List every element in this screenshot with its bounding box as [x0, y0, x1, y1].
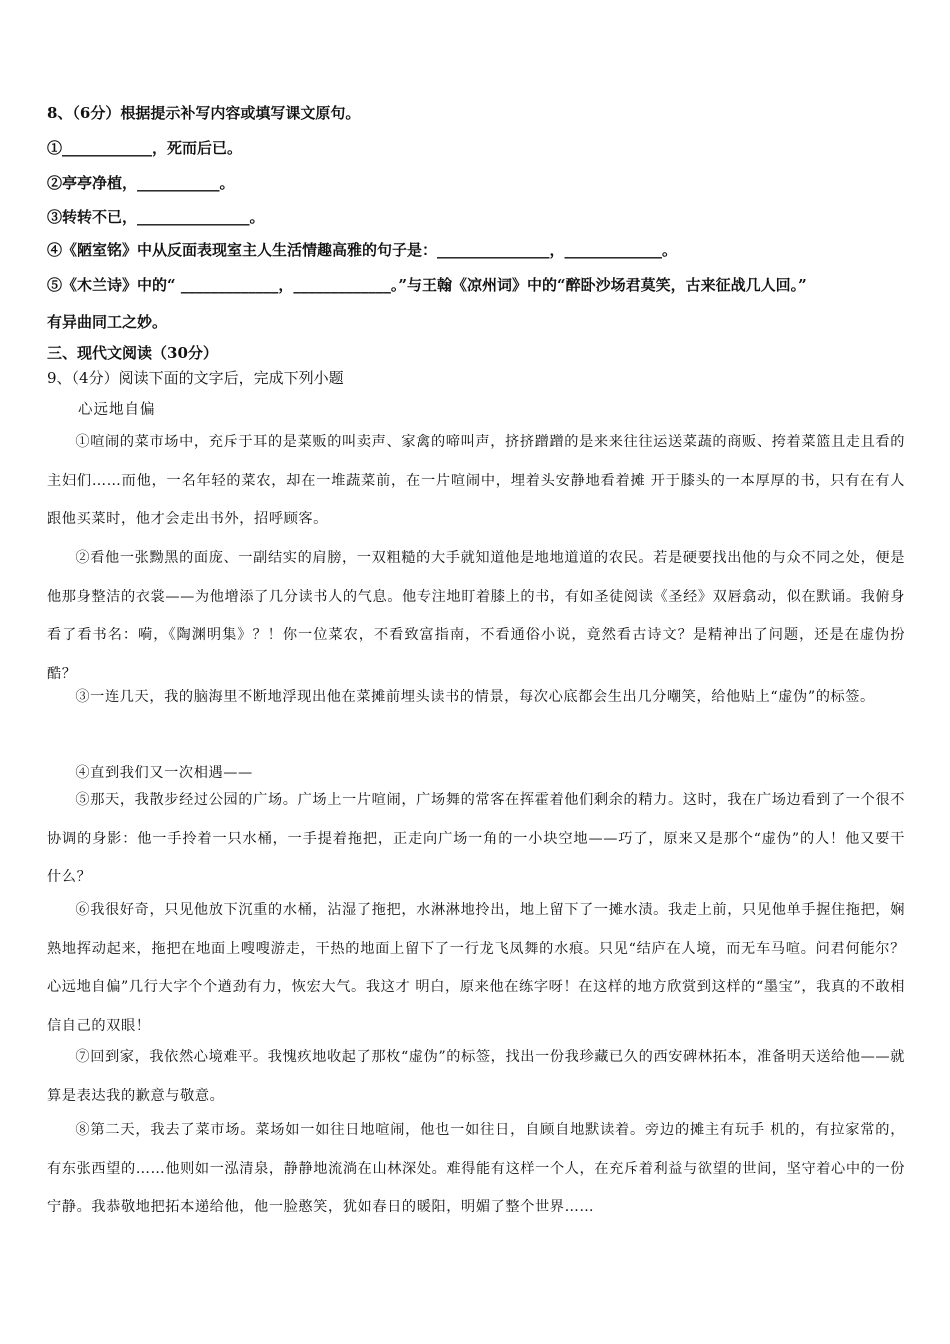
q8-item-3: ③转转不已，_______________。: [47, 208, 265, 226]
paragraph-6: ⑥我很好奇，只见他放下沉重的水桶，沾湿了拖把，水淋淋地拎出，地上留下了一摊水渍。我走上前，只见他单手握住拖把，娴熟地挥动起来，拖把在地面上嗖嗖游走，干热的地面上留下了一行龙飞凤舞的水痕。只见“结庐在人境，而无车马喧。问君何能尔？心远地自偏”几行大字个个遒劲有力，恢宏大气。我这才 明白，原来他在练字呀！在这样的地方欣赏到这样的“墨宝”，我真的不敢相信自己的双眼！: [47, 902, 905, 1034]
q8-item-1: ①____________，死而后已。: [47, 139, 243, 157]
q8-item-5: ⑤《木兰诗》中的“ _____________，_____________。”与王翰《凉州词》中的“醉卧沙场君莫笑，古来征战几人回。”: [47, 276, 807, 294]
section-3-heading: 三、现代文阅读（30分）: [47, 344, 218, 362]
question-8-header: [47, 103, 360, 123]
paragraph-8: ⑧第二天，我去了菜市场。菜场如一如往日地喧闹，他也一如往日，自顾自地默读着。旁边的摊主有玩手 机的，有拉家常的，有东张西望的……他则如一泓清泉，静静地流淌在山林深处。难得能有这样一个人，在充斥着利益与欲望的世间，坚守着心中的一份宁静。我恭敬地把拓本递给他，他一脸憨笑，犹如春日的暖阳，明媚了整个世界……: [47, 1122, 905, 1215]
paragraph-4: ④直到我们又一次相遇——: [75, 765, 253, 781]
article-title: 心远地自偏: [78, 402, 156, 418]
paragraph-2: ②看他一张黝黑的面庞、一副结实的肩膀，一双粗糙的大手就知道他是地地道道的农民。若是硬要找出他的与众不同之处，便是他那身整洁的衣裳——为他增添了几分读书人的气息。他专注地盯着膝上的书，有如圣徒阅读《圣经》双唇翕动，似在默诵。我俯身看了看书名：嗬，《陶渊明集》？！你一位菜农，不看致富指南，不看通俗小说，竟然看古诗文？是精神出了问题，还是在虚伪扮酷？: [47, 550, 905, 682]
q8-item-4: ④《陋室铭》中从反面表现室主人生活情趣高雅的句子是：_______________，_____________。: [47, 241, 678, 259]
paragraph-5: ⑤那天，我散步经过公园的广场。广场上一片喧闹，广场舞的常客在挥霍着他们剩余的精力。这时，我在广场边看到了一个很不协调的身影：他一手拎着一只水桶，一手提着拖把，正走向广场一角的一小块空地——巧了，原来又是那个“虚伪”的人！他又要干什么？: [47, 792, 905, 885]
paragraph-1: ①喧闹的菜市场中，充斥于耳的是菜贩的叫卖声、家禽的啼叫声，挤挤蹭蹭的是来来往往运送菜蔬的商贩、挎着菜篮且走且看的主妇们……而他，一名年轻的菜农，却在一堆蔬菜前，在一片喧闹中，埋着头安静地看着摊 开于膝头的一本厚厚的书，只有在有人跟他买菜时，他才会走出书外，招呼顾客。: [47, 434, 905, 527]
q8-item-2: ②亭亭净植，___________。: [47, 174, 235, 192]
question-8-text: 8、（6分）根据提示补写内容或填写课文原句。: [47, 104, 361, 122]
question-9-header: 9、（4分）阅读下面的文字后，完成下列小题: [47, 369, 344, 387]
paragraph-7: ⑦回到家，我依然心境难平。我愧疚地收起了那枚“虚伪”的标签，找出一份我珍藏已久的西安碑林拓本，准备明天送给他——就算是表达我的歉意与敬意。: [47, 1049, 905, 1104]
q8-item-5-cont: 有异曲同工之妙。: [47, 313, 168, 331]
paragraph-3: ③一连几天，我的脑海里不断地浮现出他在菜摊前埋头读书的情景，每次心底都会生出几分嘲笑，给他贴上“虚伪”的标签。: [75, 689, 875, 705]
